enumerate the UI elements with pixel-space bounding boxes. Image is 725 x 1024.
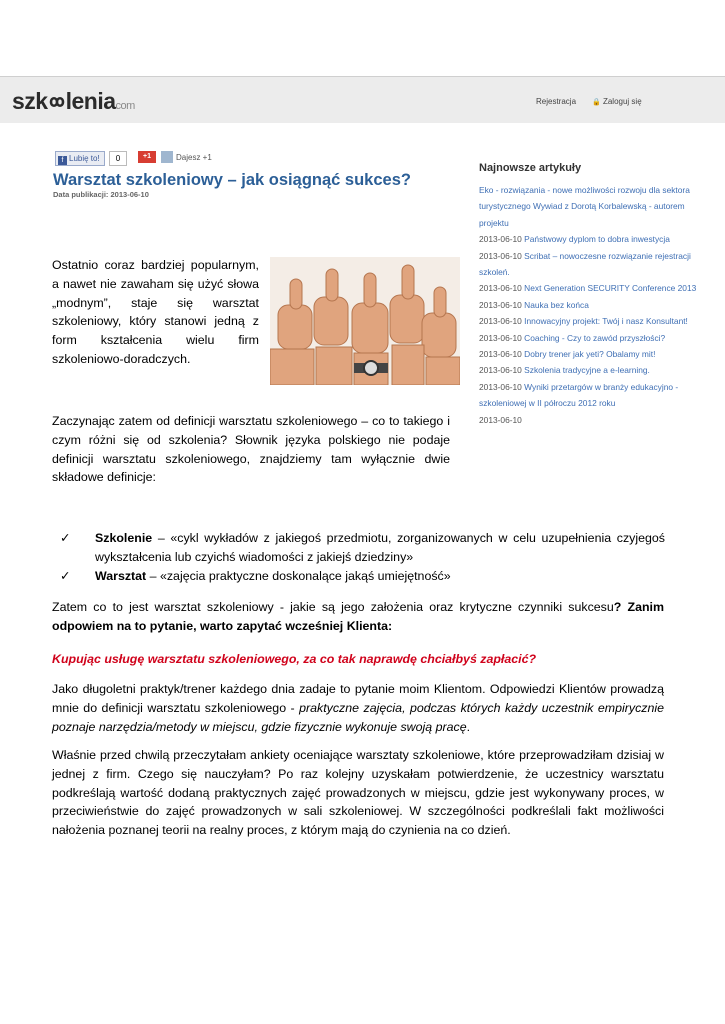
- definition-paragraph: Zaczynając zatem od definicji warsztatu szkoleniowego – co to takiego i czym różni się od szkolenia? Słownik języka polskiego nie podaje definicji warsztatu szkoleniowego, znajdziemy tam wyłącznie dwie składowe definicje:: [52, 414, 450, 485]
- list-item[interactable]: [479, 297, 711, 313]
- article-link[interactable]: Nauka bez końca: [524, 299, 589, 310]
- checkmark-icon: ✓: [60, 568, 71, 583]
- list-item: [60, 529, 665, 567]
- like-label: Lubię to!: [69, 154, 100, 163]
- list-item[interactable]: [479, 313, 711, 329]
- list-item[interactable]: [479, 330, 711, 346]
- article-date: 2013-06-10: [479, 283, 522, 294]
- intro-paragraph: Ostatnio coraz bardziej popularnym, a nawet nie zawaham się użyć słowa „modnym”, staje się warsztat szkoleniowy, który stanowi jedną z form kształcenia wielu firm szkoleniowo-doradczych.: [52, 258, 259, 366]
- logo-suffix: com: [115, 100, 135, 112]
- list-item[interactable]: [479, 182, 711, 231]
- thumbs-up-image: [270, 257, 460, 385]
- answer-text: Jako długoletni praktyk/trener każdego dnia zadaje to pytanie moim Klientom. Odpowiedzi Klientów prowadzą mnie do definicji warsztatu szkoleniowego -: [52, 682, 664, 715]
- logo-text-2: lenia: [65, 88, 116, 114]
- answer-paragraph: [52, 680, 664, 736]
- article-link[interactable]: Next Generation SECURITY Conference 2013: [524, 283, 697, 294]
- article-link[interactable]: Eko - rozwiązania - nowe możliwości rozwoju dla sektora turystycznego Wywiad z Dorotą Korbalewską - autorem projektu: [479, 185, 690, 228]
- article-link[interactable]: Wyniki przetargów w branży edukacyjno - szkoleniowej w II półroczu 2012 roku: [479, 381, 679, 409]
- list-item: [60, 567, 665, 586]
- logo-loop-icon: [48, 90, 66, 108]
- term-definition: – «zajęcia praktyczne doskonalące jakąś umiejętność»: [146, 568, 451, 583]
- question-text: Zatem co to jest warsztat szkoleniowy - jakie są jego założenia oraz krytyczne czynniki sukcesu: [52, 600, 614, 614]
- question-paragraph: [52, 598, 664, 636]
- lock-icon: 🔒: [592, 99, 601, 106]
- facebook-like-button[interactable]: [55, 151, 105, 166]
- gplus-text: Dajesz +1: [176, 153, 212, 162]
- highlight-question: Kupując usługę warsztatu szkoleniowego, za co tak naprawdę chciałbyś zapłacić?: [52, 652, 537, 666]
- like-count: 0: [109, 151, 127, 166]
- answer-end: .: [466, 719, 471, 734]
- definition-list: [60, 529, 665, 585]
- article-date: 2013-06-10: [479, 349, 522, 360]
- article-date: 2013-06-10: [479, 332, 522, 343]
- register-link[interactable]: Rejestracja: [536, 97, 577, 106]
- article-date: 2013-06-10: [479, 250, 522, 261]
- article-date: 2013-06-10: [479, 316, 522, 327]
- latest-articles-list: [479, 182, 711, 428]
- article-date: 2013-06-10: [479, 381, 522, 392]
- list-item[interactable]: [479, 248, 711, 281]
- article-date: 2013-06-10: [479, 414, 522, 425]
- term: Warsztat: [95, 568, 147, 583]
- login-label: Zaloguj się: [602, 97, 642, 106]
- gplus-button[interactable]: +1: [138, 151, 156, 163]
- term-definition: – «cykl wykładów z jakiegoś przedmiotu, zorganizowanych w celu uzupełnienia czyjegoś wykształcenia lub czyichś wiadomości z jakiejś dziedziny»: [95, 531, 665, 564]
- facebook-icon: f: [58, 156, 67, 165]
- list-item[interactable]: [479, 362, 711, 378]
- article-link[interactable]: Szkolenia tradycyjne a e-learning.: [524, 365, 650, 376]
- list-item[interactable]: [479, 412, 711, 428]
- answer-italic: praktyczne zajęcia, podczas których każdy uczestnik empirycznie poznaje narzędzia/metody w miejscu, gdzie fizycznie wykonuje swoją pracę: [52, 700, 664, 734]
- list-item[interactable]: [479, 346, 711, 362]
- site-logo[interactable]: [12, 88, 135, 115]
- article-title[interactable]: Warsztat szkoleniowy – jak osiągnąć sukces?: [53, 171, 411, 189]
- checkmark-icon: ✓: [60, 531, 71, 545]
- survey-paragraph: Właśnie przed chwilą przeczytałam ankiety oceniające warsztaty szkoleniowe, które przeprowadziłam dzisiaj w jednej z firm. Czego się nauczyłam? Po raz kolejny uzyskałam potwierdzenie, że uczestnicy warsztatu podkreślają wartość dodaną praktycznych zajęć prowadzonych w miejscu, gdzie jest wykonywany proces, w przeciwieństwie do zajęć prowadzonych w sali szkoleniowej. W szczególności podkreślali fakt możliwości nałożenia poznanej teorii na realny proces, z którym mają do czynienia na co dzień.: [52, 748, 664, 838]
- article-link[interactable]: Państwowy dyplom to dobra inwestycja: [524, 234, 670, 245]
- article-date: 2013-06-10: [479, 299, 522, 310]
- article-date: 2013-06-10: [479, 365, 522, 376]
- term: Szkolenie: [95, 531, 153, 545]
- logo-text: szk: [12, 88, 48, 114]
- article-link[interactable]: Dobry trener jak yeti? Obalamy mit!: [524, 349, 656, 360]
- sidebar-heading: Najnowsze artykuły: [479, 162, 582, 174]
- question-bold: ? Zanim odpowiem na to pytanie, warto zapytać wcześniej Klienta:: [52, 600, 665, 633]
- article-link[interactable]: Coaching - Czy to zawód przyszłości?: [524, 332, 666, 343]
- list-item[interactable]: [479, 280, 711, 296]
- article-link[interactable]: Scribat – nowoczesne rozwiązanie rejestracji szkoleń.: [479, 250, 691, 278]
- login-link[interactable]: [592, 97, 642, 106]
- list-item[interactable]: [479, 379, 711, 412]
- list-item[interactable]: [479, 231, 711, 247]
- publication-date: Data publikacji: 2013-06-10: [53, 190, 149, 199]
- article-link[interactable]: Innowacyjny projekt: Twój i nasz Konsultant!: [524, 316, 688, 327]
- article-date: 2013-06-10: [479, 234, 522, 245]
- avatar: [161, 151, 173, 163]
